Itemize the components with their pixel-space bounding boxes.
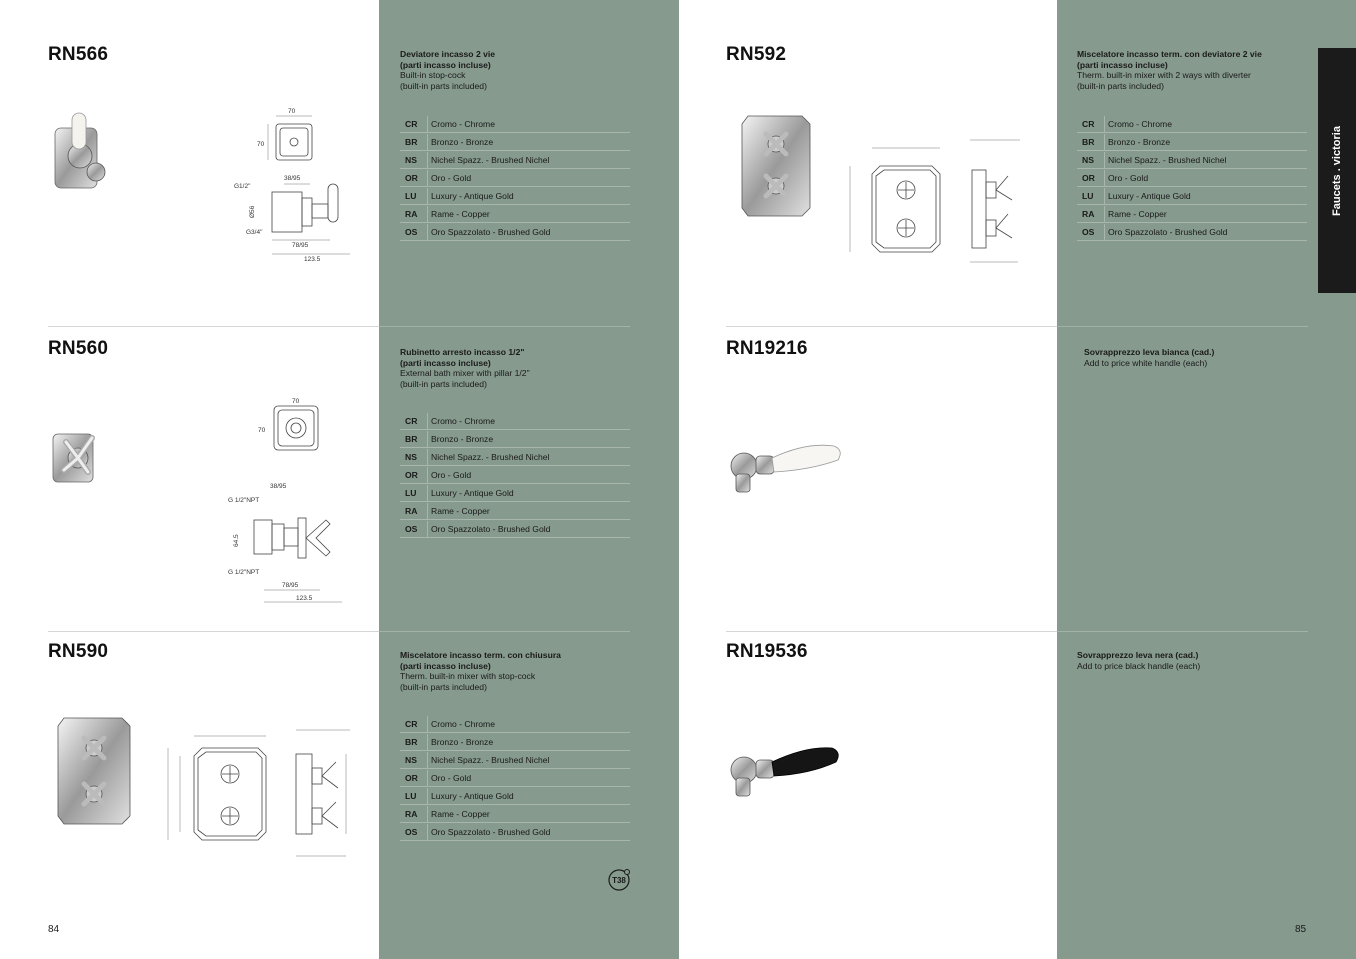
finish-row xyxy=(400,787,630,805)
description-en-note: (built-in parts included) xyxy=(1077,80,1164,91)
finish-code: OR xyxy=(405,173,418,183)
dimension-label: 70 xyxy=(292,398,300,405)
finish-label: Rame - Copper xyxy=(431,506,490,516)
finish-table xyxy=(400,115,630,241)
dimension-label: 64.5 xyxy=(233,534,240,547)
finish-row xyxy=(400,205,630,223)
description-it-note: (parti incasso incluse) xyxy=(1077,59,1168,70)
finish-label: Oro - Gold xyxy=(431,773,472,783)
finish-code: BR xyxy=(1082,137,1095,147)
technical-drawing xyxy=(230,104,360,264)
dimension-label: 38/95 xyxy=(270,483,287,490)
cell-divider xyxy=(1104,170,1105,186)
technical-drawing xyxy=(226,398,356,608)
cell-divider xyxy=(427,413,428,429)
dimension-label: G 1/2"NPT xyxy=(228,569,260,576)
finish-row xyxy=(400,805,630,823)
finish-label: Oro - Gold xyxy=(431,470,472,480)
finish-code: BR xyxy=(405,737,418,747)
description-en: External bath mixer with pillar 1/2" xyxy=(400,368,530,378)
finish-label: Oro Spazzolato - Brushed Gold xyxy=(431,524,551,534)
product-code: RN19216 xyxy=(726,338,808,359)
product-code: RN566 xyxy=(48,44,109,65)
finish-table xyxy=(400,715,630,841)
cell-divider xyxy=(427,806,428,822)
finish-label: Luxury - Antique Gold xyxy=(1108,191,1191,201)
finish-label: Bronzo - Bronze xyxy=(1108,137,1171,147)
finish-label: Bronzo - Bronze xyxy=(431,737,494,747)
cell-divider xyxy=(427,824,428,840)
finish-code: OR xyxy=(405,773,418,783)
finish-code: BR xyxy=(405,137,418,147)
finish-label: Bronzo - Bronze xyxy=(431,137,494,147)
product-description xyxy=(400,650,640,692)
description-en: Therm. built-in mixer with 2 ways with diverter xyxy=(1077,70,1251,80)
finish-label: Cromo - Chrome xyxy=(431,119,495,129)
dimension-label: 123.5 xyxy=(296,595,313,602)
row-line xyxy=(1077,240,1307,241)
finish-table xyxy=(1077,115,1307,241)
dimension-label: 38/95 xyxy=(284,175,301,182)
product-photo xyxy=(50,108,120,198)
finish-row xyxy=(400,502,630,520)
finish-row xyxy=(1077,187,1307,205)
row-divider xyxy=(1057,631,1308,632)
finish-row xyxy=(400,733,630,751)
finish-row xyxy=(400,484,630,502)
dimension-label: 78/95 xyxy=(282,582,299,589)
description-it: Rubinetto arresto incasso 1/2" xyxy=(400,347,525,357)
product-photo xyxy=(56,716,136,826)
finish-row xyxy=(400,823,630,841)
dimension-label: G 1/2"NPT xyxy=(228,497,260,504)
product-code: RN590 xyxy=(48,641,109,662)
cell-divider xyxy=(427,752,428,768)
cell-divider xyxy=(1104,224,1105,240)
description-en-note: (built-in parts included) xyxy=(400,681,487,692)
dimension-label: 123.5 xyxy=(304,256,321,263)
description-it-note: (parti incasso incluse) xyxy=(400,59,491,70)
cell-divider xyxy=(427,188,428,204)
dimension-label: 70 xyxy=(288,108,296,115)
finish-row xyxy=(400,133,630,151)
finish-label: Rame - Copper xyxy=(431,809,490,819)
row-divider xyxy=(726,326,1057,327)
finish-row xyxy=(400,430,630,448)
dimension-label: 70 xyxy=(258,427,266,434)
cell-divider xyxy=(427,170,428,186)
finish-code: NS xyxy=(1082,155,1094,165)
cell-divider xyxy=(427,224,428,240)
finish-label: Oro Spazzolato - Brushed Gold xyxy=(431,227,551,237)
technical-drawing xyxy=(840,130,1030,270)
dimension-label: 78/95 xyxy=(292,242,309,249)
cell-divider xyxy=(427,152,428,168)
finish-row xyxy=(1077,205,1307,223)
finish-label: Bronzo - Bronze xyxy=(431,434,494,444)
finish-row xyxy=(1077,115,1307,133)
cell-divider xyxy=(1104,152,1105,168)
white-handle-photo xyxy=(726,436,846,496)
cell-divider xyxy=(427,485,428,501)
cell-divider xyxy=(1104,134,1105,150)
finish-label: Oro Spazzolato - Brushed Gold xyxy=(431,827,551,837)
finish-code: CR xyxy=(405,416,418,426)
dimension-label: G1/2" xyxy=(234,183,251,190)
finish-label: Luxury - Antique Gold xyxy=(431,191,514,201)
finish-code: RA xyxy=(1082,209,1095,219)
description-it: Miscelatore incasso term. con deviatore 2 vie xyxy=(1077,49,1262,59)
product-code: RN19536 xyxy=(726,641,808,662)
finish-row xyxy=(400,223,630,241)
finish-code: CR xyxy=(405,719,418,729)
description-en: Therm. built-in mixer with stop-cock xyxy=(400,671,536,681)
description-en: Add to price white handle (each) xyxy=(1084,357,1208,368)
finish-label: Cromo - Chrome xyxy=(431,719,495,729)
product-description xyxy=(1077,49,1317,91)
finish-label: Rame - Copper xyxy=(431,209,490,219)
description-en-note: (built-in parts included) xyxy=(400,80,487,91)
description-en-note: (built-in parts included) xyxy=(400,378,487,389)
section-tab-label: Faucets . victoria xyxy=(1331,125,1343,216)
row-divider xyxy=(48,326,379,327)
product-description xyxy=(1084,347,1324,368)
cell-divider xyxy=(1104,206,1105,222)
finish-code: OR xyxy=(405,470,418,480)
finish-row xyxy=(400,751,630,769)
description-it: Miscelatore incasso term. con chiusura xyxy=(400,650,561,660)
row-divider xyxy=(379,326,630,327)
product-description xyxy=(400,49,640,91)
finish-code: OS xyxy=(405,827,418,837)
cell-divider xyxy=(427,503,428,519)
finish-label: Oro - Gold xyxy=(1108,173,1149,183)
cell-divider xyxy=(427,449,428,465)
cell-divider xyxy=(427,206,428,222)
finish-code: OR xyxy=(1082,173,1095,183)
cell-divider xyxy=(427,467,428,483)
finish-code: CR xyxy=(1082,119,1095,129)
row-divider xyxy=(1057,326,1308,327)
cell-divider xyxy=(427,770,428,786)
finish-label: Cromo - Chrome xyxy=(1108,119,1172,129)
finish-label: Nichel Spazz. - Brushed Nichel xyxy=(1108,155,1227,165)
product-photo xyxy=(740,114,812,218)
finish-code: OS xyxy=(1082,227,1095,237)
page-number: 84 xyxy=(48,924,60,935)
cell-divider xyxy=(1104,188,1105,204)
description-it-note: (parti incasso incluse) xyxy=(400,660,491,671)
description-it: Sovrapprezzo leva bianca (cad.) xyxy=(1084,347,1215,357)
row-divider xyxy=(379,631,630,632)
finish-row xyxy=(400,466,630,484)
finish-label: Nichel Spazz. - Brushed Nichel xyxy=(431,452,550,462)
finish-label: Nichel Spazz. - Brushed Nichel xyxy=(431,755,550,765)
page-number: 85 xyxy=(1295,924,1307,935)
finish-table xyxy=(400,412,630,538)
description-it-note: (parti incasso incluse) xyxy=(400,357,491,368)
cell-divider xyxy=(427,716,428,732)
finish-code: RA xyxy=(405,809,418,819)
finish-code: CR xyxy=(405,119,418,129)
cell-divider xyxy=(427,734,428,750)
cell-divider xyxy=(427,521,428,537)
description-en: Built-in stop-cock xyxy=(400,70,466,80)
finish-code: BR xyxy=(405,434,418,444)
finish-row xyxy=(400,115,630,133)
finish-row xyxy=(400,769,630,787)
dimension-label: Ø56 xyxy=(249,205,256,218)
finish-label: Oro - Gold xyxy=(431,173,472,183)
finish-row xyxy=(1077,223,1307,241)
row-line xyxy=(400,840,630,841)
finish-code: LU xyxy=(405,791,417,801)
product-photo xyxy=(48,424,118,494)
black-handle-photo xyxy=(726,740,846,800)
product-code: RN560 xyxy=(48,338,109,359)
finish-code: LU xyxy=(405,488,417,498)
description-it: Sovrapprezzo leva nera (cad.) xyxy=(1077,650,1199,660)
finish-code: NS xyxy=(405,155,417,165)
row-divider xyxy=(48,631,379,632)
finish-code: OS xyxy=(405,227,418,237)
finish-label: Luxury - Antique Gold xyxy=(431,488,514,498)
product-description xyxy=(400,347,640,389)
badge-icon xyxy=(606,867,632,893)
finish-label: Cromo - Chrome xyxy=(431,416,495,426)
description-it: Deviatore incasso 2 vie xyxy=(400,49,496,59)
finish-row xyxy=(400,169,630,187)
finish-row xyxy=(1077,151,1307,169)
finish-row xyxy=(400,412,630,430)
finish-code: RA xyxy=(405,506,418,516)
finish-label: Luxury - Antique Gold xyxy=(431,791,514,801)
cell-divider xyxy=(427,788,428,804)
row-line xyxy=(400,537,630,538)
finish-code: RA xyxy=(405,209,418,219)
finish-label: Oro Spazzolato - Brushed Gold xyxy=(1108,227,1228,237)
description-en: Add to price black handle (each) xyxy=(1077,660,1201,671)
finish-code: NS xyxy=(405,452,417,462)
finish-code: LU xyxy=(1082,191,1094,201)
cell-divider xyxy=(427,134,428,150)
finish-row xyxy=(400,448,630,466)
technical-drawing xyxy=(160,724,360,864)
product-description xyxy=(1077,650,1317,671)
badge-label: T38 xyxy=(612,876,626,885)
finish-code: NS xyxy=(405,755,417,765)
section-tab[interactable] xyxy=(1318,48,1356,293)
finish-code: OS xyxy=(405,524,418,534)
finish-row xyxy=(1077,169,1307,187)
row-divider xyxy=(726,631,1057,632)
finish-label: Rame - Copper xyxy=(1108,209,1167,219)
finish-label: Nichel Spazz. - Brushed Nichel xyxy=(431,155,550,165)
dimension-label: 70 xyxy=(257,141,265,148)
finish-row xyxy=(400,520,630,538)
cell-divider xyxy=(427,431,428,447)
product-code: RN592 xyxy=(726,44,787,65)
finish-row xyxy=(400,151,630,169)
finish-row xyxy=(1077,133,1307,151)
row-line xyxy=(400,240,630,241)
dimension-label: G3/4" xyxy=(246,229,263,236)
cell-divider xyxy=(1104,116,1105,132)
finish-row xyxy=(400,187,630,205)
finish-row xyxy=(400,715,630,733)
finish-code: LU xyxy=(405,191,417,201)
cell-divider xyxy=(427,116,428,132)
